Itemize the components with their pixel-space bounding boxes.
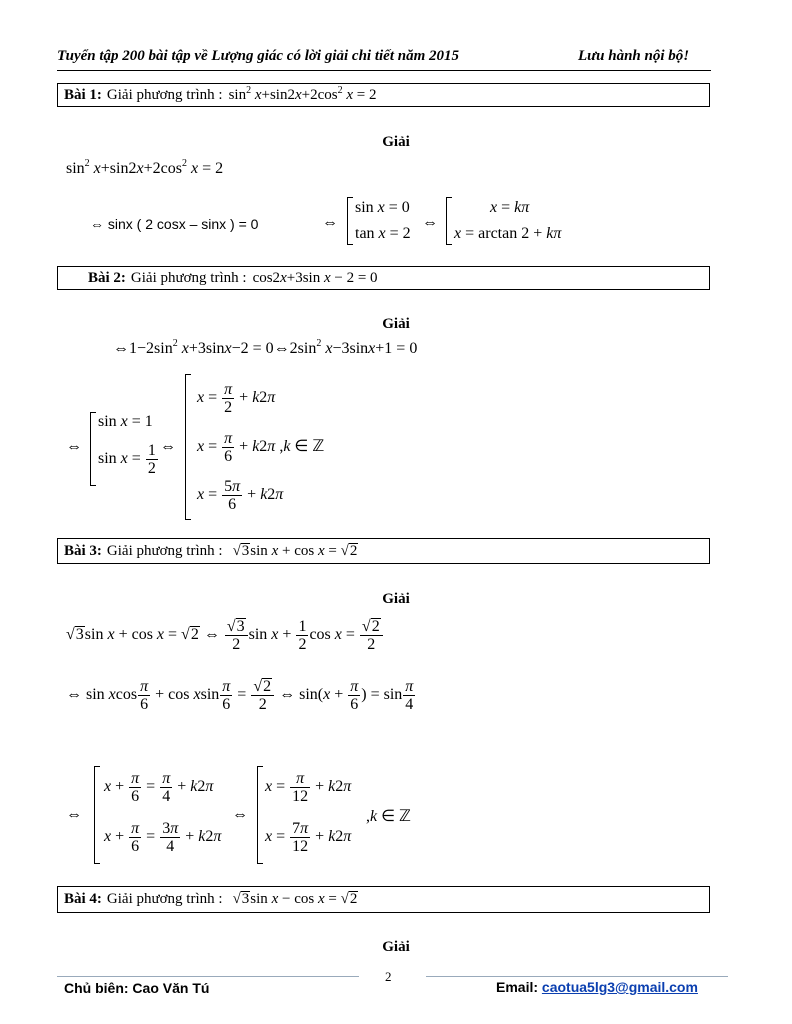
solution-1-heading: Giải — [382, 134, 410, 150]
p1-case-tan: tan x = 2 — [355, 225, 411, 242]
p3-bracket-1 — [94, 766, 100, 864]
page-number: 2 — [385, 969, 392, 984]
p3-iff-2: ⇔ — [232, 806, 248, 823]
problem-1-label: Bài 1: — [64, 86, 102, 103]
problem-4-box — [57, 886, 710, 913]
footer-rule-right — [426, 976, 728, 977]
problem-1-prompt: Giải phương trình : — [106, 86, 223, 103]
p1-root-2: x = arctan 2 + kπ — [454, 225, 562, 242]
p2-iff-2: ⇔ — [160, 438, 176, 455]
p1-case-sin: sin x = 0 — [355, 199, 410, 216]
p3-bracket-2 — [257, 766, 263, 864]
p3-case-2: x + $\frac{\pi}{6}$ = $\frac{3\pi}{4}$ + k2π — [104, 820, 222, 855]
solution-4-heading: Giải — [382, 939, 410, 955]
problem-3-label: Bài 3: — [64, 542, 102, 559]
problem-3-equation: √3sin x + cos x = √2 — [232, 542, 358, 559]
solution-2-heading: Giải — [382, 316, 410, 332]
problem-2-equation: cos2x+3sin x − 2 = 0 — [252, 269, 378, 286]
p2-bracket-1 — [90, 412, 96, 486]
footer-email-label: Email: — [496, 979, 539, 995]
p3-iff-1: ⇔ — [66, 806, 82, 823]
problem-2-box — [57, 266, 710, 290]
p3-root-2: x = $\frac{7\pi}{12}$ + k2π — [265, 820, 352, 855]
p1-root-1: x = kπ — [490, 199, 530, 216]
p1-equation-restated: $\sin^2 x+\sin 2x+2\cos^2$ x = 2 — [66, 158, 224, 177]
document-title: Tuyển tập 200 bài tập về Lượng giác có lời giải chi tiết năm 2015 — [57, 48, 460, 64]
problem-3-prompt: Giải phương trình : — [106, 542, 223, 559]
problem-2-label: Bài 2: — [88, 269, 126, 286]
p2-case-2: sin x = $\frac{1}{2}$ — [98, 442, 156, 477]
problem-1-box — [57, 83, 710, 107]
footer-author: Chủ biên: Cao Văn Tú — [64, 980, 210, 996]
p3-k-domain: ,k ∈ ℤ — [366, 808, 411, 825]
footer-rule-left — [57, 976, 359, 977]
p2-root-3: x = $\frac{5\pi}{6}$ + k2π — [197, 478, 284, 513]
p1-bracket-2 — [446, 197, 452, 245]
problem-3-box — [57, 538, 710, 564]
p1-bracket-1 — [347, 197, 353, 245]
problem-2-prompt: Giải phương trình : — [130, 269, 247, 286]
p2-step1: $\Leftrightarrow 1-2\sin^2$ $x+3\sin x-2 = 0\Leftrightarrow 2\sin^2$ x−3sinx+1 = 0 — [113, 338, 418, 357]
p1-factored: ⇔ sinx ( 2 cosx – sinx ) = 0 — [90, 216, 259, 232]
solution-3-heading: Giải — [382, 591, 410, 607]
problem-4-equation: √3sin x − cos x = √2 — [232, 891, 358, 907]
p3-root-1: x = $\frac{\pi}{12}$ + k2π — [265, 770, 352, 805]
problem-4-prompt: Giải phương trình : — [106, 891, 223, 907]
p2-case-1: sin x = 1 — [98, 413, 153, 430]
email-link[interactable]: caotua5lg3@gmail.com — [541, 979, 698, 995]
p1-iff-2: ⇔ — [422, 214, 438, 231]
problem-1-equation: $\sin^2 x+\sin 2x+2\cos^2$ x = 2 — [228, 84, 377, 103]
header-note: Lưu hành nội bộ! — [578, 48, 690, 64]
problem-4-label: Bài 4: — [64, 891, 102, 907]
footer-email — [496, 979, 698, 995]
p3-step2: ⇔ sin xcos $\frac{\pi}{6}$ + cos xsin $\frac{\pi}{6}$ = $\frac{√2}{2}$ ⇔ sin(x + $\frac{\pi}{6}$ ) = sin $\frac{\pi}{4}$ — [66, 678, 414, 713]
p3-step1: √3sin x + cos x = √2 ⇔ $\frac{√3}{2}$ sin x + $\frac{1}{2}$ cos x = $\frac{√2}{2}$ — [66, 618, 384, 653]
p2-bracket-2 — [185, 374, 191, 520]
p2-root-1: x = $\frac{\pi}{2}$ + k2π — [197, 381, 276, 416]
p1-iff-1: ⇔ — [322, 214, 338, 231]
p2-root-2: x = $\frac{\pi}{6}$ + k2π ,k ∈ ℤ — [197, 430, 325, 465]
p3-case-1: x + $\frac{\pi}{6}$ = $\frac{\pi}{4}$ + k2π — [104, 770, 214, 805]
header-rule — [57, 70, 711, 71]
p2-iff-1: ⇔ — [66, 438, 82, 455]
